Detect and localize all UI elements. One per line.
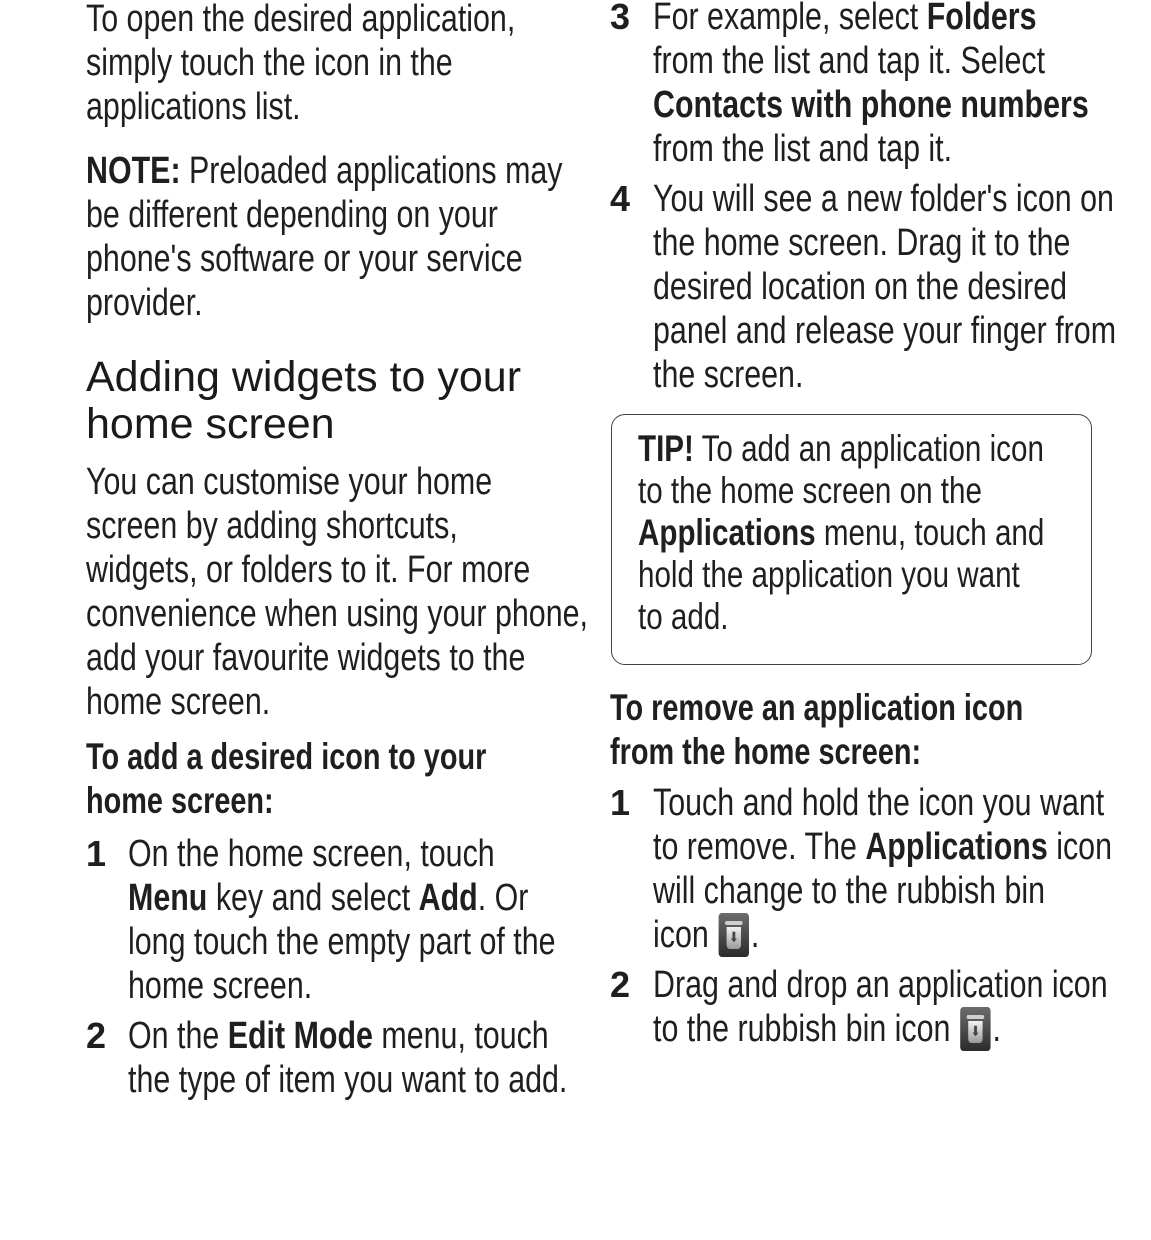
remove-icon-subheading: To remove an application icon from the home screen: [610, 687, 1024, 772]
rubbish-bin-icon: ⬇ [719, 913, 749, 957]
note-paragraph: NOTE: Preloaded applications may be different depending on your phone's software or your service provider. [86, 150, 563, 324]
step-number: 1 [610, 782, 631, 823]
add-icon-subheading: To add a desired icon to your home screen: [86, 736, 487, 821]
step-3: For example, select Folders from the list and tap it. Select Contacts with phone numbers from the list and tap it. [653, 0, 1089, 170]
step-number: 3 [610, 0, 631, 37]
step-number: 2 [610, 964, 631, 1005]
step-number: 4 [610, 178, 631, 219]
remove-step-1: Touch and hold the icon you want to remove. The Applications icon will change to the rubbish bin icon ⬇ . [653, 782, 1112, 956]
remove-step-2: Drag and drop an application icon to the rubbish bin icon ⬇ . [653, 964, 1108, 1050]
rubbish-bin-icon: ⬇ [961, 1007, 991, 1051]
note-label: NOTE: [86, 150, 181, 192]
section-title: Adding widgets to your home screen [86, 353, 522, 448]
tip-label: TIP! [638, 428, 694, 469]
step-number: 1 [86, 833, 107, 874]
step-1: On the home screen, touch Menu key and select Add. Or long touch the empty part of the home screen. [128, 833, 556, 1007]
step-2: On the Edit Mode menu, touch the type of item you want to add. [128, 1015, 568, 1101]
tip-text: TIP! To add an application icon to the home screen on the Applications menu, touch and hold the application you want to add. [638, 428, 1045, 637]
section-intro: You can customise your home screen by adding shortcuts, widgets, or folders to it. For more convenience when using your phone, add your favourite widgets to the home screen. [86, 461, 588, 723]
step-number: 2 [86, 1015, 107, 1056]
step-4: You will see a new folder's icon on the home screen. Drag it to the desired location on the desired panel and release your finger from the screen. [653, 178, 1117, 396]
intro-paragraph: To open the desired application, simply touch the icon in the applications list. [86, 0, 516, 128]
